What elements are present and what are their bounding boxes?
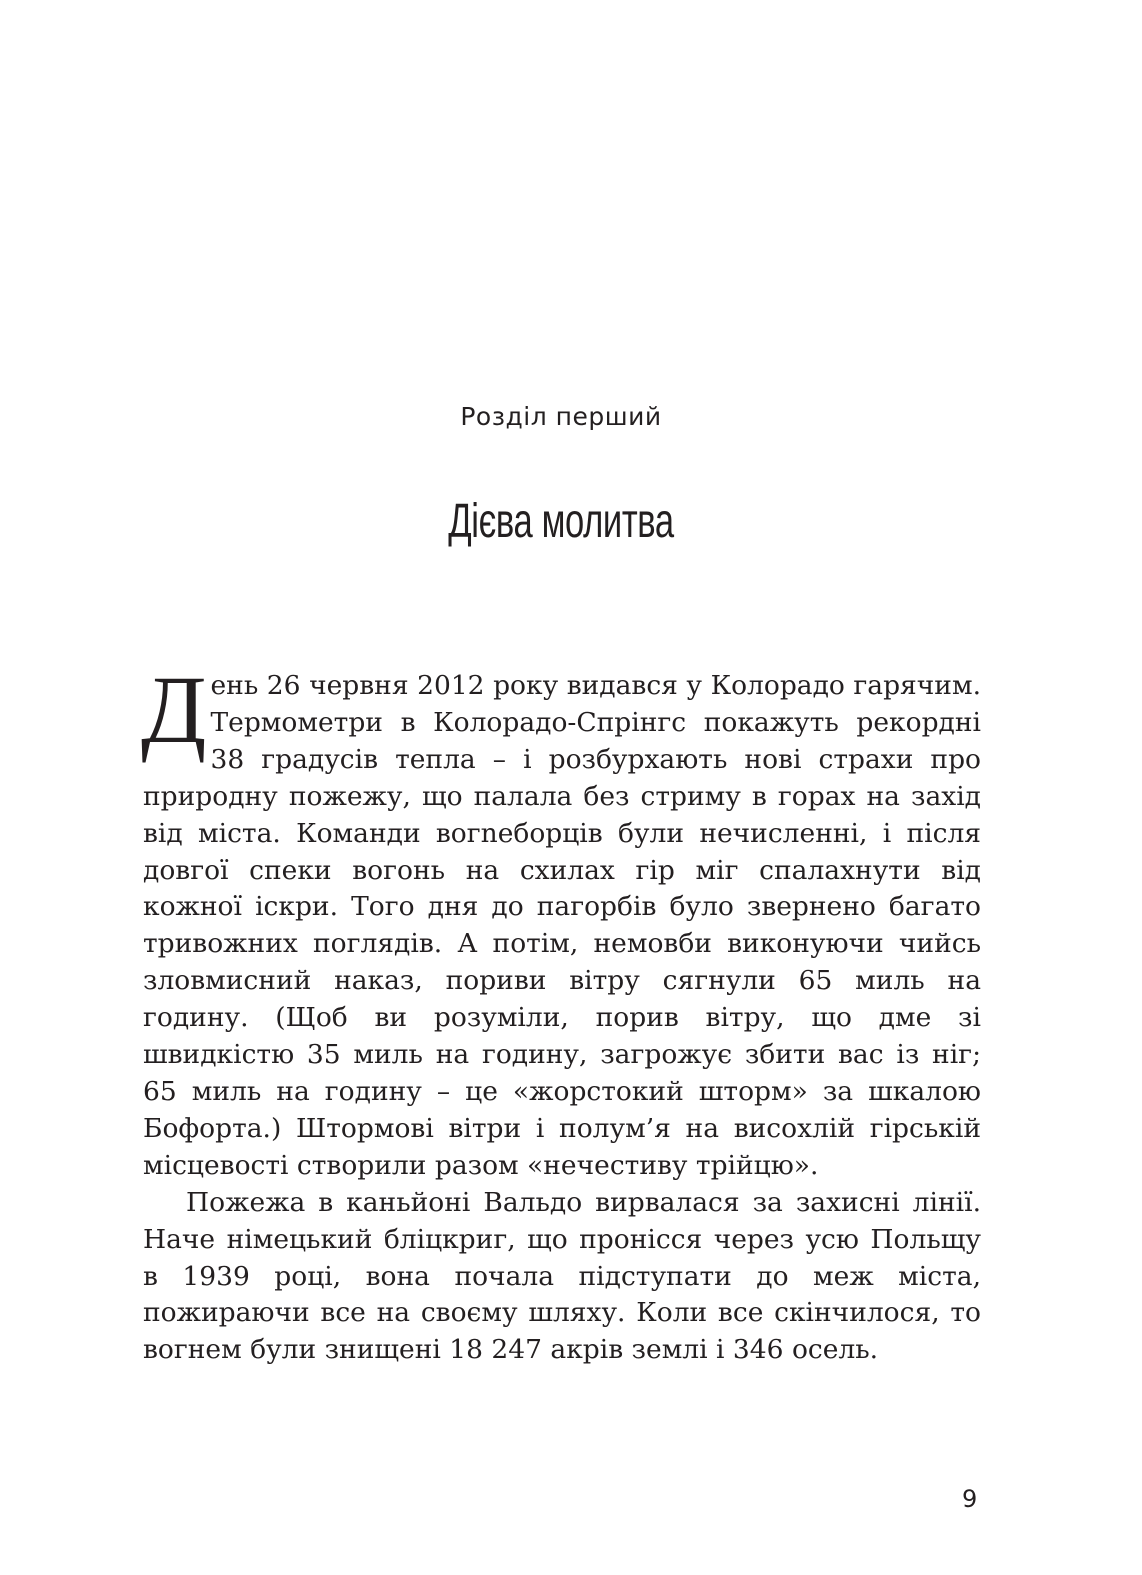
paragraph-1-text: ень 26 червня 2012 року видався у Колорадо гарячим. Термометри в Колорадо-Спрінгс покажуть рекордні 38 градусів тепла – і розбурхають нові страхи про природну пожежу, що палала без стриму в горах на захід від міста. Команди вогneборців були нечисленні, і після довгої спеки вогонь на схилах гір міг спалахнути від кожної іскри. Того дня до пагорбів було звернено багато тривожних поглядів. А потім, немовби виконуючи чийсь зловмисний наказ, пориви вітру сягнули 65 миль на годину. (Щоб ви розуміли, порив вітру, що дме зі швидкістю 35 миль на годину, загрожує збити вас із ніг; 65 миль на годину – це «жорстокий шторм» за шкалою Бофорта.) Штормові вітри і полум’я на висохлій гірській місцевості створили разом «нечестиву трійцю». bbox=[143, 670, 981, 1181]
drop-cap: Д bbox=[141, 656, 207, 763]
chapter-label: Розділ перший bbox=[460, 402, 662, 431]
paragraph-2: Пожежа в каньйоні Вальдо вирвалася за захисні лінії. Наче німецький бліцкриг, що пронісся через усю Польщу в 1939 році, вона почала підступати до меж міста, пожираючи все на своєму шляху. Коли все скінчилося, то вогнем були знищені 18 247 акрів землі і 346 осель. bbox=[143, 1186, 981, 1366]
paragraph-1 bbox=[141, 656, 981, 1185]
page-number: 9 bbox=[962, 1485, 978, 1513]
body-text bbox=[141, 656, 981, 1369]
chapter-title: Дієва молитва bbox=[448, 495, 674, 548]
